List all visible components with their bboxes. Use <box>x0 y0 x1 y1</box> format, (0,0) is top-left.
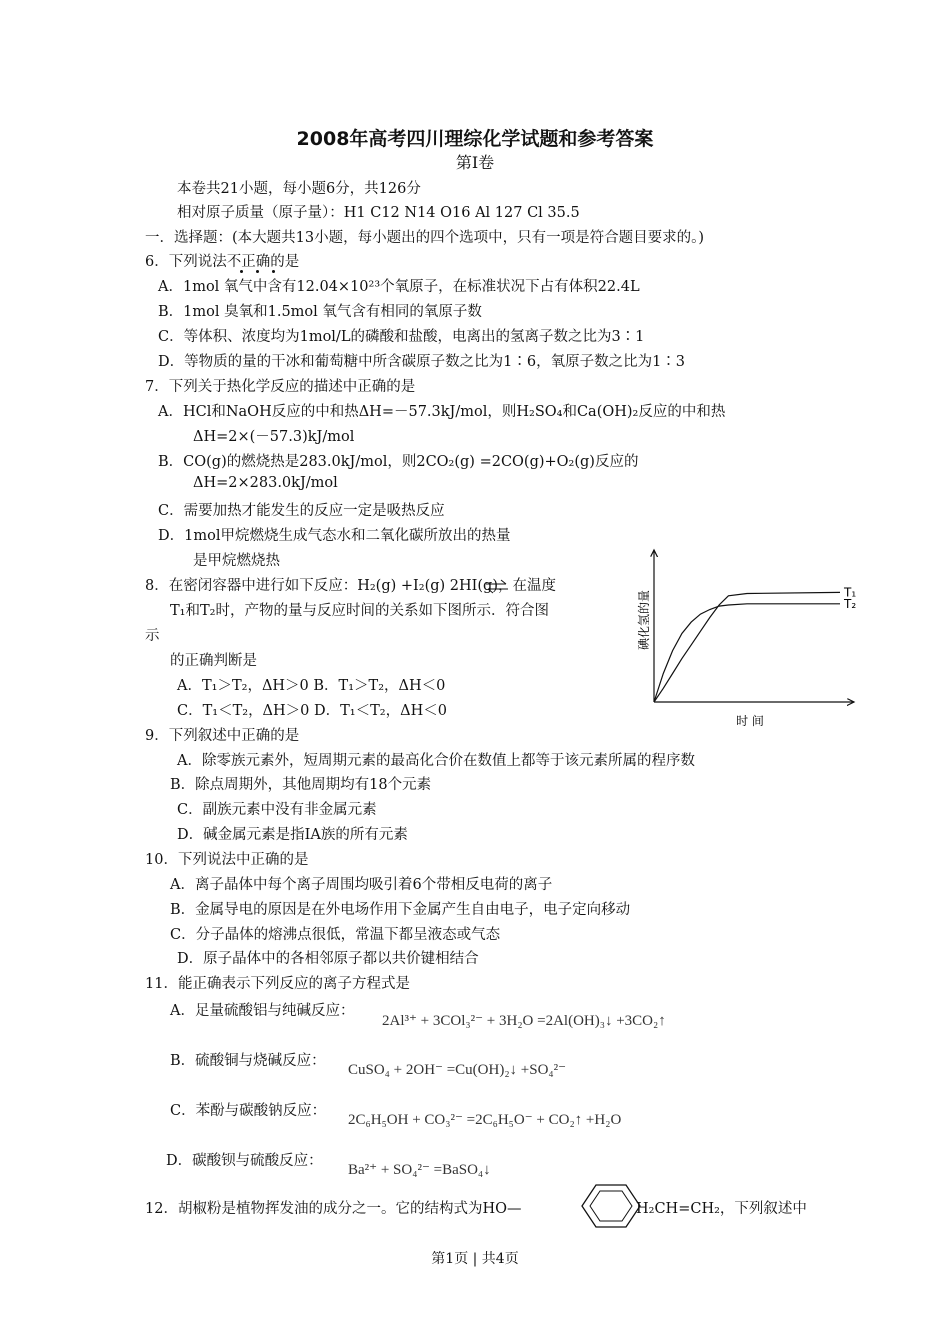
section-heading: 一．选择题：(本大题共13小题，每小题出的四个选项中，只有一项是符合题目要求的。) <box>145 230 705 246</box>
series-line-2 <box>654 604 840 702</box>
q11-option-c-label: C．苯酚与碳酸钠反应： <box>170 1103 327 1119</box>
q10-option-a: A．离子晶体中每个离子周围均吸引着6个带相反电荷的离子 <box>170 877 553 893</box>
benzene-ring-icon <box>580 1181 642 1231</box>
q6-option-c: C．等体积、浓度均为1mol/L的磷酸和盐酸，电离出的氢离子数之比为3∶1 <box>158 329 645 345</box>
q7-option-b-line2: ΔH=2×283.0kJ/mol <box>193 475 338 491</box>
q11-option-b-equation: CuSO₄ + 2OH⁻ =Cu(OH)₂↓ +SO₄²⁻ <box>348 1062 567 1078</box>
q11-option-a-label: A．足量硫酸铝与纯碱反应： <box>170 1003 355 1019</box>
q7-option-d-line2: 是甲烷燃烧热 <box>193 553 280 569</box>
series-label-2: T₂ <box>844 596 857 611</box>
q6-option-d: D．等物质的量的干冰和葡萄糖中所含碳原子数之比为1∶6，氧原子数之比为1∶3 <box>158 354 686 370</box>
q7-option-b-line1: B．CO(g)的燃烧热是283.0kJ/mol，则2CO₂(g) =2CO(g)+O₂(g)反应的 <box>158 454 639 470</box>
intro-line-2: 相对原子质量（原子量）：H1 C12 N14 O16 Al 127 Cl 35.5 <box>177 205 580 221</box>
q9-stem: 9．下列叙述中正确的是 <box>145 728 300 744</box>
q10-option-c: C．分子晶体的熔沸点很低，常温下都呈液态或气态 <box>170 927 501 943</box>
q6-option-b: B．1mol 臭氧和1.5mol 氧气含有相同的氧原子数 <box>158 304 482 320</box>
q7-option-d-line1: D．1mol甲烷燃烧生成气态水和二氧化碳所放出的热量 <box>158 528 511 544</box>
equilibrium-arrow-icon <box>484 578 510 594</box>
y-axis-label: 碘化氢的量 <box>637 589 651 651</box>
page-footer: 第1页 | 共4页 <box>431 1251 519 1267</box>
q12-stem-prefix: 12．胡椒粉是植物挥发油的成分之一。它的结构式为HO— <box>145 1201 522 1217</box>
q9-option-d: D．碱金属元素是指ⅠA族的所有元素 <box>177 827 408 843</box>
q10-option-b: B．金属导电的原因是在外电场作用下金属产生自由电子，电子定向移动 <box>170 902 631 918</box>
series-line-1 <box>654 592 840 702</box>
q6-option-a: A．1mol 氧气中含有12.04×10²³个氧原子，在标准状况下占有体积22.4L <box>158 279 640 295</box>
q11-option-c-equation: 2C₆H₅OH + CO₃²⁻ =2C₆H₅O⁻ + CO₂↑ +H₂O <box>348 1112 622 1128</box>
q8-options-ab: A．T₁＞T₂，ΔH＞0 B．T₁＞T₂，ΔH＜0 <box>177 678 446 694</box>
q7-option-a-line2: ΔH=2×(－57.3)kJ/mol <box>193 429 355 445</box>
q7-option-c: C．需要加热才能发生的反应一定是吸热反应 <box>158 503 445 519</box>
q8-stem-line1: 8．在密闭容器中进行如下反应：H₂(g) +I₂(g) 2HI(g)，在温度 <box>145 578 556 594</box>
q11-option-d-label: D．碳酸钡与硫酸反应： <box>166 1153 323 1169</box>
q11-option-b-label: B．硫酸铜与烧碱反应： <box>170 1053 326 1069</box>
q7-stem: 7．下列关于热化学反应的描述中正确的是 <box>145 379 416 395</box>
q8-stem-line3: 示 <box>145 628 160 644</box>
q8-options-cd: C．T₁＜T₂，ΔH＞0 D．T₁＜T₂，ΔH＜0 <box>177 703 447 719</box>
q8-stem-line2: T₁和T₂时，产物的量与反应时间的关系如下图所示．符合图 <box>170 603 549 619</box>
q6-stem: 6．下列说法不正确的是 <box>145 254 300 270</box>
q10-option-d: D．原子晶体中的各相邻原子都以共价键相结合 <box>177 951 479 967</box>
q11-stem: 11．能正确表示下列反应的离子方程式是 <box>145 976 410 992</box>
page-title: 2008年高考四川理综化学试题和参考答案 <box>296 128 654 150</box>
intro-line-1: 本卷共21小题，每小题6分，共126分 <box>177 181 421 197</box>
q8-stem-line4: 的正确判断是 <box>170 653 257 669</box>
q10-stem: 10．下列说法中正确的是 <box>145 852 309 868</box>
q9-option-c: C．副族元素中没有非金属元素 <box>177 802 377 818</box>
q12-stem-suffix: H₂CH=CH₂，下列叙述中 <box>636 1201 807 1217</box>
reaction-chart <box>630 545 870 735</box>
series-label-1: T₁ <box>844 585 857 600</box>
q11-option-d-equation: Ba²⁺ + SO₄²⁻ =BaSO₄↓ <box>348 1162 491 1178</box>
q11-option-a-equation: 2Al³⁺ + 3COl₃²⁻ + 3H₂O =2Al(OH)₃↓ +3CO₂↑ <box>382 1013 666 1029</box>
q9-option-a: A．除零族元素外，短周期元素的最高化合价在数值上都等于该元素所属的程序数 <box>177 753 695 769</box>
x-axis-label: 时 间 <box>736 714 764 728</box>
q9-option-b: B．除点周期外，其他周期均有18个元素 <box>170 777 432 793</box>
q7-option-a-line1: A．HCl和NaOH反应的中和热ΔH=－57.3kJ/mol，则H₂SO₄和Ca(OH)₂反应的中和热 <box>158 404 726 420</box>
volume-label: 第Ⅰ卷 <box>455 153 495 172</box>
